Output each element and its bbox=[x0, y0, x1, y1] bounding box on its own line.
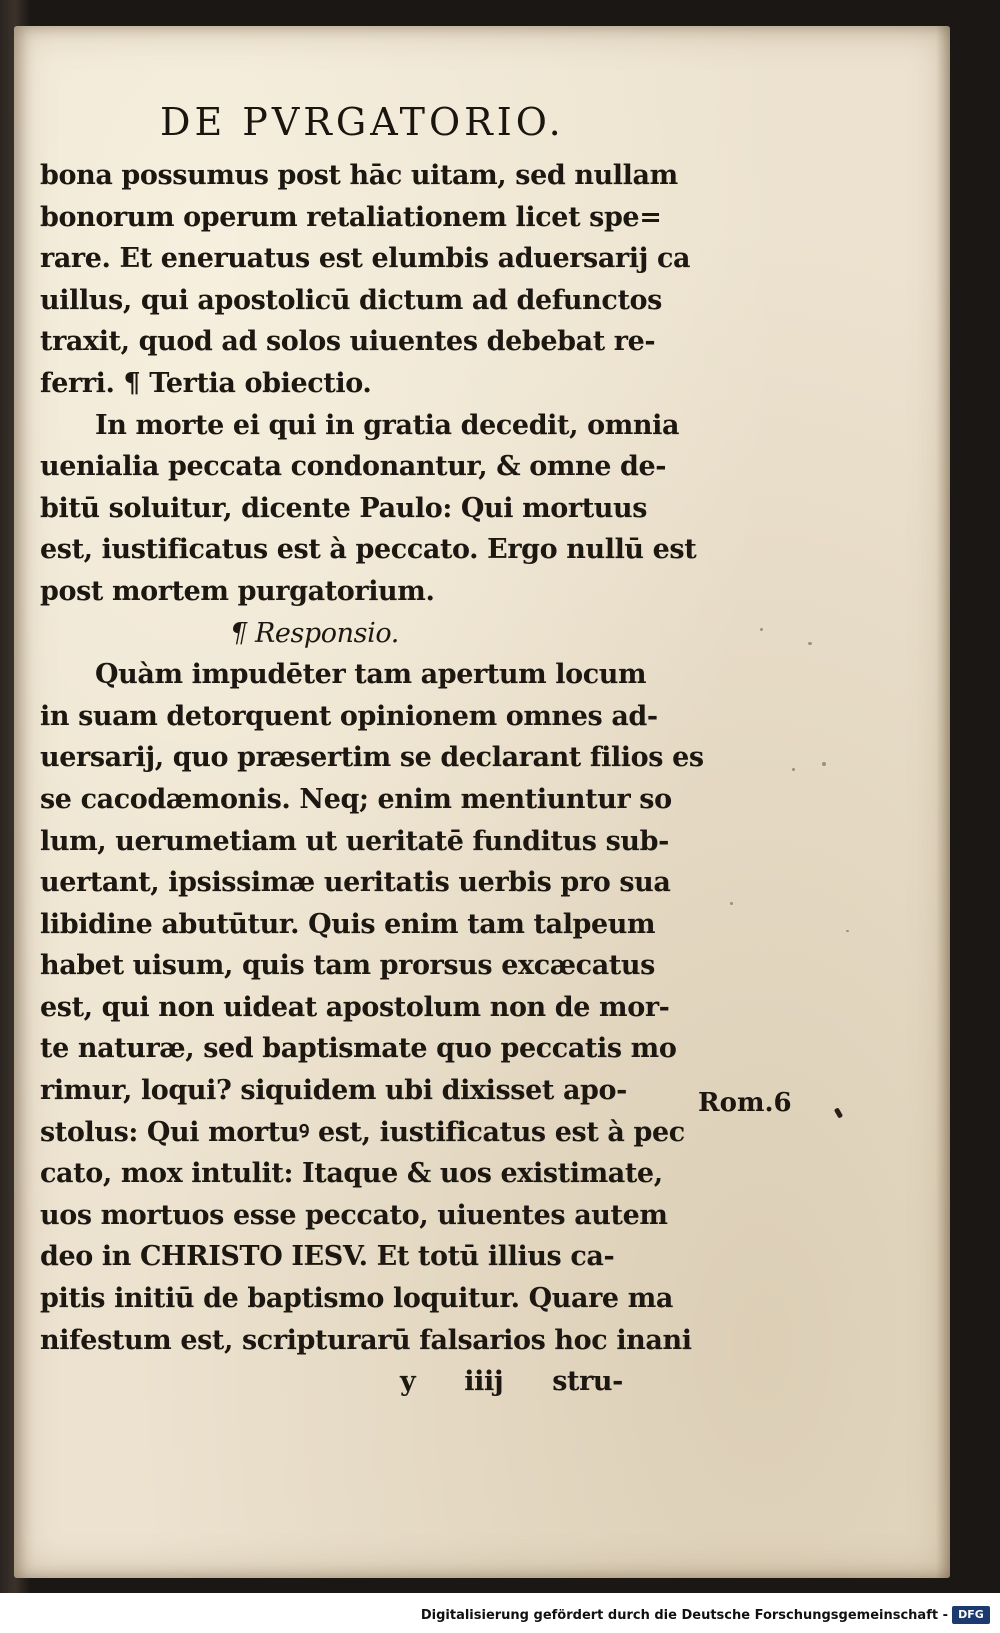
digitization-footer bbox=[0, 1593, 1000, 1633]
paper-speck bbox=[846, 930, 849, 932]
text-line: pitis initiū de baptismo loquitur. Quare ma bbox=[40, 1283, 673, 1315]
paper-speck bbox=[792, 768, 795, 771]
text-line: bonorum operum retaliationem licet spe= bbox=[40, 201, 662, 233]
page-edge-shadow bbox=[936, 26, 950, 1578]
paper-speck bbox=[760, 628, 763, 631]
text-line: traxit, quod ad solos uiuentes debebat re- bbox=[40, 326, 656, 358]
text-line: In morte ei qui in gratia decedit, omnia bbox=[95, 409, 680, 441]
text-line: rimur, loqui? siquidem ubi dixisset apo- bbox=[40, 1075, 627, 1107]
paper-speck bbox=[808, 642, 812, 645]
paper-speck bbox=[730, 902, 733, 905]
page-text bbox=[40, 155, 740, 1403]
signature-catchword-line: y iiij stru- bbox=[400, 1366, 623, 1398]
text-line: uersarij, quo præsertim se declarant filios es bbox=[40, 742, 704, 774]
text-line: bitū soluitur, dicente Paulo: Qui mortuus bbox=[40, 492, 648, 524]
section-heading: ¶ Responsio. bbox=[230, 617, 399, 649]
text-line: uenialia peccata condonantur, & omne de- bbox=[40, 451, 667, 483]
text-line: habet uisum, quis tam prorsus excæcatus bbox=[40, 950, 655, 982]
text-line: rare. Et eneruatus est elumbis aduersarij ca bbox=[40, 243, 691, 275]
text-line: cato, mox intulit: Itaque & uos existimate, bbox=[40, 1158, 663, 1190]
text-line: lum, uerumetiam ut ueritatē funditus sub- bbox=[40, 825, 669, 857]
text-line: uillus, qui apostolicū dictum ad defunctos bbox=[40, 284, 662, 316]
text-line: ferri. ¶ Tertia obiectio. bbox=[40, 367, 372, 399]
text-line: libidine abutūtur. Quis enim tam talpeum bbox=[40, 908, 656, 940]
footer-credit: Digitalisierung gefördert durch die Deutsche Forschungsgemeinschaft - bbox=[420, 1608, 948, 1623]
text-line: se cacodæmonis. Neq; enim mentiuntur so bbox=[40, 783, 672, 815]
text-line: est, qui non uideat apostolum non de mor- bbox=[40, 991, 670, 1023]
text-line: stolus: Qui mortuꝰ est, iustificatus est à pec bbox=[40, 1116, 685, 1148]
text-line: in suam detorquent opinionem omnes ad- bbox=[40, 700, 658, 732]
marginal-note: Rom.6 bbox=[698, 1088, 792, 1118]
text-line: est, iustificatus est à peccato. Ergo nullū est bbox=[40, 534, 697, 566]
paper-speck bbox=[822, 762, 826, 766]
text-line: uertant, ipsissimæ ueritatis uerbis pro sua bbox=[40, 867, 671, 899]
text-line: deo in CHRISTO IESV. Et totū illius ca- bbox=[40, 1241, 615, 1273]
text-line: te naturæ, sed baptismate quo peccatis mo bbox=[40, 1033, 677, 1065]
text-line: Quàm impudēter tam apertum locum bbox=[95, 659, 647, 691]
running-head: DE PVRGATORIO. bbox=[160, 100, 565, 144]
dfg-logo: DFG bbox=[952, 1606, 990, 1624]
text-line: bona possumus post hāc uitam, sed nullam bbox=[40, 160, 678, 191]
text-line: post mortem purgatorium. bbox=[40, 575, 435, 607]
text-line: uos mortuos esse peccato, uiuentes autem bbox=[40, 1199, 668, 1231]
text-line: nifestum est, scripturarū falsarios hoc inani bbox=[40, 1324, 692, 1356]
